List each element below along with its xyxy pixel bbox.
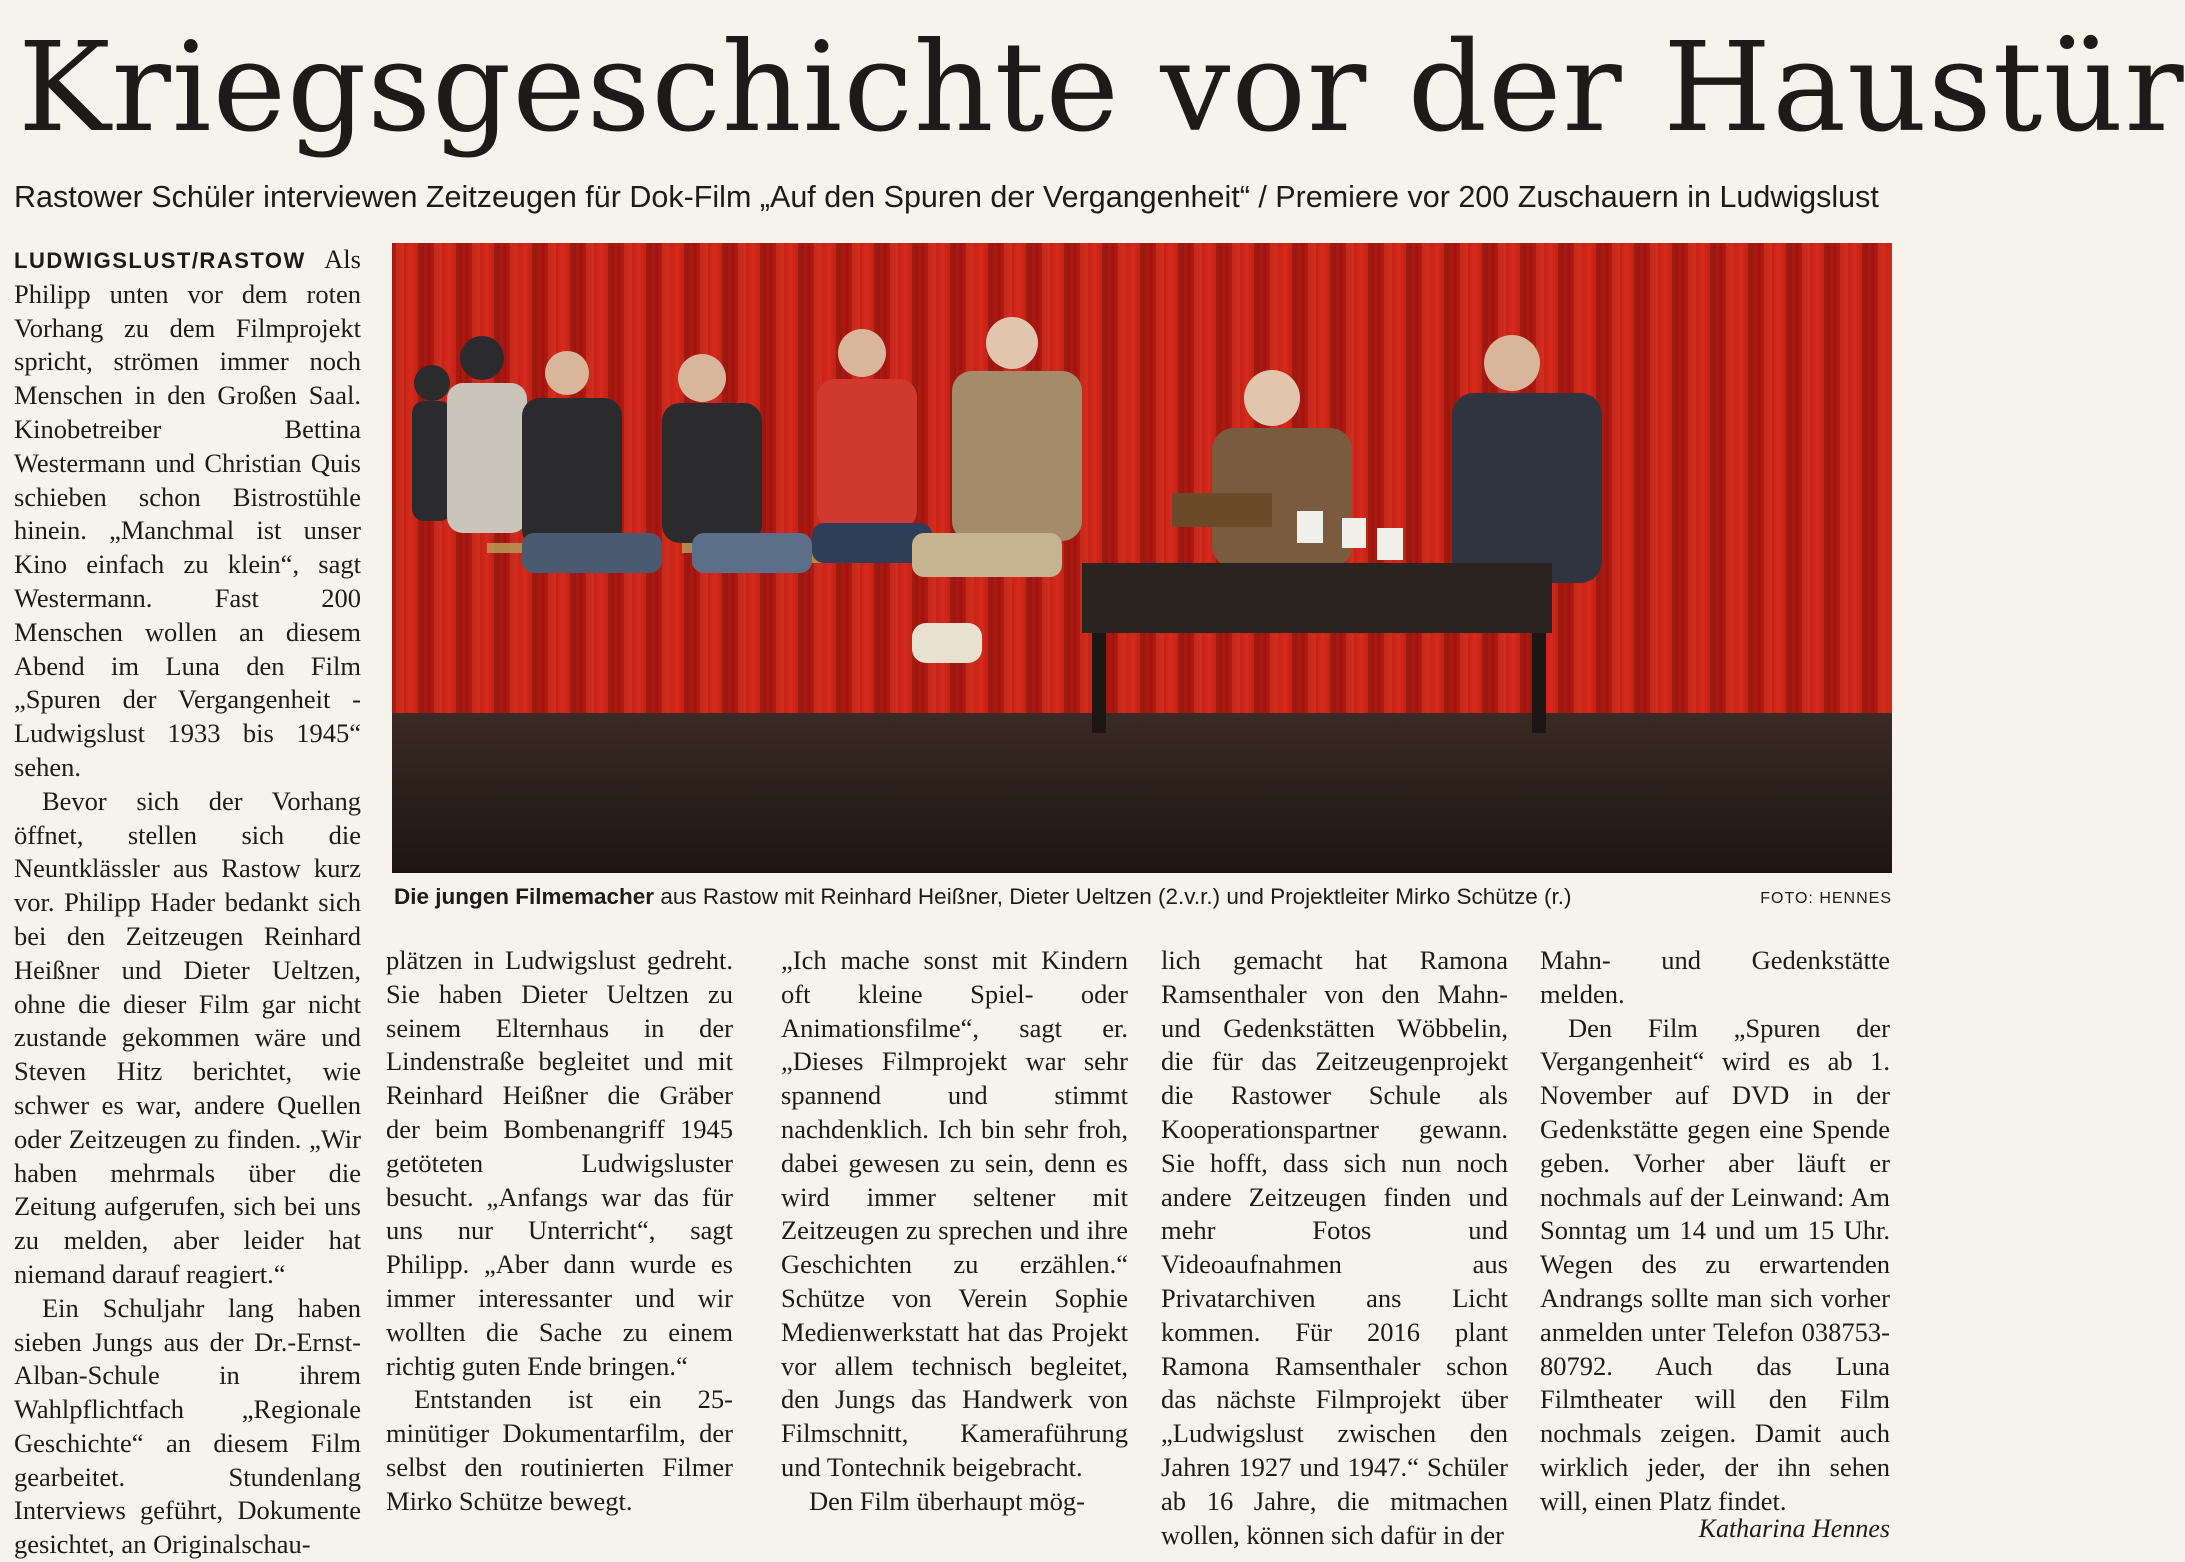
paragraph-5: Entstanden ist ein 25-minütiger Dokumentarfilm, der selbst den routinierten Filmer Mirko Schütze bewegt. (386, 1384, 733, 1516)
paragraph-8: lich gemacht hat Ramona Ramsenthaler von den Mahn- und Gedenkstätten Wöbbelin, die für das Zeitzeugenprojekt die Rastower Schule als Kooperationspartner gewann. Sie hofft, dass sich nun noch andere Zeitzeugen finden und mehr Fotos und Videoaufnahmen aus Privatarchiven ans Licht kommen. Für 2016 plant Ramona Ramsenthaler schon das nächste Filmprojekt über „Ludwigslust zwischen den Jahren 1927 und 1947.“ Schüler ab 16 Jahre, die mitmachen wollen, können sich dafür in der (1161, 945, 1508, 1550)
paragraph-3: Ein Schuljahr lang haben sieben Jungs aus der Dr.-Ernst-Alban-Schule in ihrem Wahlpflichtfach „Regionale Geschichte“ an diesem Film gearbeitet. Stundenlang Interviews geführt, Dokumente gesichtet, an Originalschau- (14, 1292, 361, 1560)
article-column-1 (14, 243, 361, 1562)
event-photo (392, 243, 1892, 873)
subheadline: Rastower Schüler interviewen Zeitzeugen für Dok-Film „Auf den Spuren der Vergangenheit“ / Premiere vor 200 Zuschauern in Ludwigslust (14, 180, 1879, 214)
photo-caption (394, 880, 1684, 914)
paragraph-7: Den Film überhaupt mög- (809, 1485, 1085, 1516)
paragraph-1: Als Philipp unten vor dem roten Vorhang zu dem Filmprojekt spricht, strömen immer noch Menschen in den Großen Saal. Kinobetreiber Bettina Westermann und Christian Quis schieben schon Bistrostühle hinein. „Manchmal ist unser Kino einfach zu klein“, sagt Westermann. Fast 200 Menschen wollen an diesem Abend im Luna den Film „Spuren der Vergangenheit - Ludwigslust 1933 bis 1945“ sehen. (14, 244, 361, 782)
photo-caption-bold: Die jungen Filmemacher (394, 884, 655, 909)
paragraph-9: Mahn- und Gedenkstätte melden. (1540, 945, 1890, 1009)
dateline: LUDWIGSLUST/RASTOW (14, 248, 306, 273)
paragraph-4: plätzen in Ludwigslust gedreht. Sie haben Dieter Ueltzen zu seinem Elternhaus in der Lindenstraße begleitet und mit Reinhard Heißner die Gräber der beim Bombenangriff 1945 getöteten Ludwigsluster besucht. „Anfangs war das für uns nur Unterricht“, sagt Philipp. „Aber dann wurde es immer interessanter und wir wollten die Sache zu einem richtig guten Ende bringen.“ (386, 945, 733, 1381)
paragraph-6: „Ich mache sonst mit Kindern oft kleine Spiel- oder Animationsfilme“, sagt er. „Dieses Filmprojekt war sehr spannend und stimmt nachdenklich. Ich bin sehr froh, dabei gewesen zu sein, denn es wird immer seltener mit Zeitzeugen zu sprechen und ihre Geschichten zu erzählen.“ Schütze von Verein Sophie Medienwerkstatt hat das Projekt vor allem technisch begleitet, den Jungs das Handwerk von Filmschnitt, Kameraführung und Tontechnik beigebracht. (781, 945, 1128, 1482)
lead-paragraph (14, 243, 361, 785)
article-column-4 (1161, 944, 1508, 1552)
photo-credit: FOTO: HENNES (1760, 890, 1892, 907)
paragraph-2: Bevor sich der Vorhang öffnet, stellen sich die Neuntklässler aus Rastow kurz vor. Philipp Hader bedankt sich bei den Zeitzeugen Reinhard Heißner und Dieter Ueltzen, ohne die dieser Film gar nicht zustande gekommen wäre und Steven Hitz berichtet, wie schwer es war, andere Quellen oder Zeitzeugen zu finden. „Wir haben mehrmals über die Zeitung aufgerufen, sich bei uns zu melden, aber leider hat niemand darauf reagiert.“ (14, 785, 361, 1289)
paragraph-10: Den Film „Spuren der Vergangenheit“ wird es ab 1. November auf DVD in der Gedenkstätte gegen eine Spende geben. Vorher aber läuft er nochmals auf der Leinwand: Am Sonntag um 14 und um 15 Uhr. Wegen des zu erwartenden Andrangs sollte man sich vorher anmelden unter Telefon 038753-80792. Auch das Luna Filmtheater will den Film nochmals zeigen. Damit auch wirklich jeder, der ihn sehen will, einen Platz findet. (1540, 1012, 1890, 1516)
article-column-2 (386, 944, 733, 1519)
article-column-5 (1540, 944, 1890, 1519)
headline: Kriegsgeschichte vor der Haustür (18, 16, 2185, 160)
photo-caption-text: aus Rastow mit Reinhard Heißner, Dieter Ueltzen (2.v.r.) und Projektleiter Mirko Schütze (r.) (654, 884, 1572, 909)
author-byline: Katharina Hennes (1698, 1514, 1890, 1543)
article-column-3 (781, 944, 1128, 1519)
